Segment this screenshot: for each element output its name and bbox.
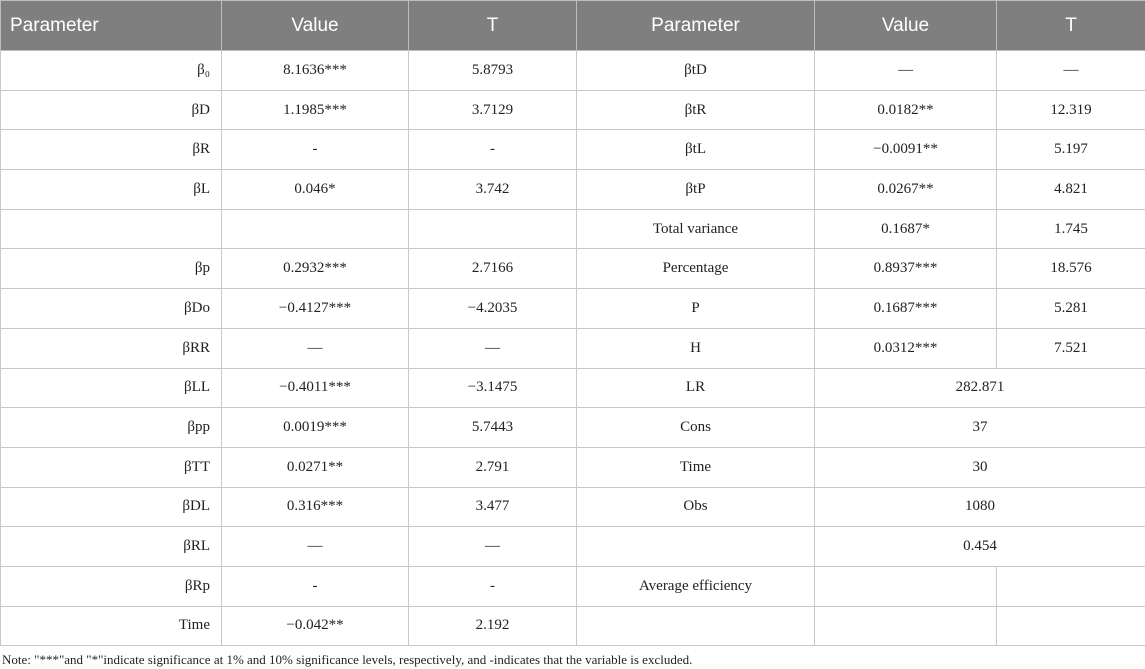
table-body [1,51,1145,646]
parameter-cell: βDo [1,289,222,329]
t-cell: - [409,130,577,170]
parameter-cell-2: βtP [577,170,815,210]
table-row [1,566,1145,606]
header-row [1,1,1145,51]
t-cell: 3.477 [409,487,577,527]
parameter-cell: βLL [1,368,222,408]
parameter-cell-2: Percentage [577,249,815,289]
value-cell: 0.0271** [222,447,409,487]
value-cell-2 [815,606,997,646]
parameter-cell: βRR [1,328,222,368]
t-cell: - [409,566,577,606]
t-cell-2: 1.745 [997,209,1145,249]
parameter-cell-2: Cons [577,408,815,448]
t-cell: 3.7129 [409,90,577,130]
parameter-cell-2: Time [577,447,815,487]
parameter-cell: Time [1,606,222,646]
value-cell: −0.4127*** [222,289,409,329]
parameter-cell: βR [1,130,222,170]
value-cell [222,209,409,249]
value-cell-2: 0.8937*** [815,249,997,289]
parameter-cell: βL [1,170,222,210]
t-cell-2 [997,566,1145,606]
table-row [1,328,1145,368]
parameter-cell: βDL [1,487,222,527]
parameter-cell-2: Total variance [577,209,815,249]
table-row [1,368,1145,408]
header-t: T [409,1,577,51]
t-cell: — [409,328,577,368]
parameter-cell: β₀ [1,51,222,91]
t-cell: — [409,527,577,567]
value-cell-2: — [815,51,997,91]
value-cell-2: −0.0091** [815,130,997,170]
table-row [1,447,1145,487]
table-row [1,170,1145,210]
header-t-2: T [997,1,1145,51]
table-note: Note: "***"and "*"indicate significance at 1% and 10% significance levels, respectively, and -indicates that the variable is excluded. [2,652,693,667]
parameter-cell-2: Obs [577,487,815,527]
table-row [1,606,1145,646]
value-cell-2 [815,566,997,606]
value-cell: — [222,328,409,368]
parameter-cell-2: βtD [577,51,815,91]
value-merged-cell: 282.871 [815,368,1145,408]
value-cell: 0.2932*** [222,249,409,289]
value-merged-cell: 30 [815,447,1145,487]
parameter-cell-2 [577,527,815,567]
table-row [1,487,1145,527]
parameter-cell [1,209,222,249]
table-row [1,130,1145,170]
parameter-cell-2 [577,606,815,646]
t-cell: 2.192 [409,606,577,646]
value-cell: - [222,130,409,170]
value-cell: −0.042** [222,606,409,646]
t-cell: 5.7443 [409,408,577,448]
value-cell: - [222,566,409,606]
table-row [1,408,1145,448]
table-row [1,90,1145,130]
parameter-cell-2: βtL [577,130,815,170]
t-cell: 3.742 [409,170,577,210]
parameter-cell: βp [1,249,222,289]
value-cell: 8.1636*** [222,51,409,91]
t-cell: 2.7166 [409,249,577,289]
value-merged-cell: 0.454 [815,527,1145,567]
value-cell: — [222,527,409,567]
header-parameter: Parameter [1,1,222,51]
table-row [1,209,1145,249]
t-cell-2 [997,606,1145,646]
t-cell: 2.791 [409,447,577,487]
parameter-cell-2: βtR [577,90,815,130]
parameter-cell-2: P [577,289,815,329]
parameter-cell: βRp [1,566,222,606]
value-cell: 0.316*** [222,487,409,527]
value-cell: 0.046* [222,170,409,210]
t-cell: −4.2035 [409,289,577,329]
header-value-2: Value [815,1,997,51]
value-merged-cell: 1080 [815,487,1145,527]
t-cell-2: 12.319 [997,90,1145,130]
t-cell [409,209,577,249]
t-cell: −3.1475 [409,368,577,408]
value-cell: 1.1985*** [222,90,409,130]
value-cell: −0.4011*** [222,368,409,408]
t-cell-2: 18.576 [997,249,1145,289]
header-value: Value [222,1,409,51]
parameter-cell: βRL [1,527,222,567]
t-cell-2: 5.197 [997,130,1145,170]
parameter-cell: βpp [1,408,222,448]
header-parameter-2: Parameter [577,1,815,51]
parameter-cell-2: H [577,328,815,368]
value-cell-2: 0.0312*** [815,328,997,368]
value-cell: 0.0019*** [222,408,409,448]
t-cell-2: 4.821 [997,170,1145,210]
parameter-cell-2: Average efficiency [577,566,815,606]
table-row [1,51,1145,91]
value-cell-2: 0.0182** [815,90,997,130]
parameter-cell-2: LR [577,368,815,408]
parameter-cell: βD [1,90,222,130]
value-cell-2: 0.1687* [815,209,997,249]
value-merged-cell: 37 [815,408,1145,448]
table-row [1,527,1145,567]
t-cell-2: 7.521 [997,328,1145,368]
t-cell: 5.8793 [409,51,577,91]
t-cell-2: — [997,51,1145,91]
value-cell-2: 0.0267** [815,170,997,210]
table-row [1,249,1145,289]
parameter-cell: βTT [1,447,222,487]
value-cell-2: 0.1687*** [815,289,997,329]
table-row [1,289,1145,329]
t-cell-2: 5.281 [997,289,1145,329]
